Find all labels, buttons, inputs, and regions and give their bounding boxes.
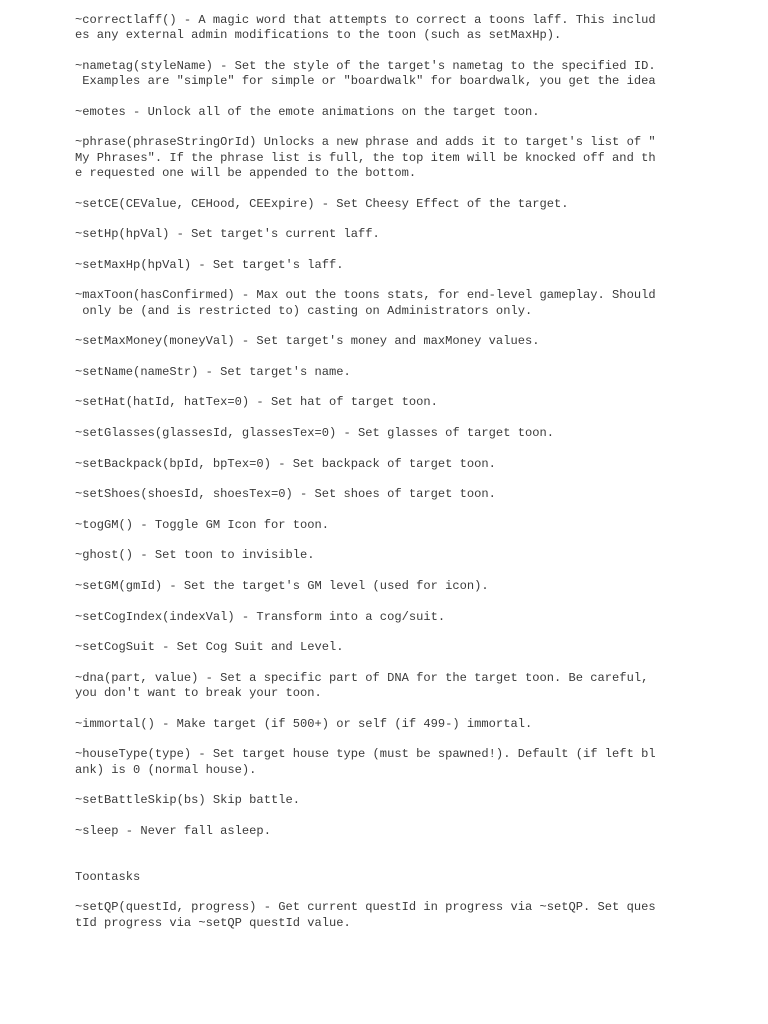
command-entry: ~setHat(hatId, hatTex=0) - Set hat of target toon. — [75, 395, 438, 410]
command-entry: ~setBackpack(bpId, bpTex=0) - Set backpack of target toon. — [75, 456, 496, 471]
command-entry: ~ghost() - Set toon to invisible. — [75, 548, 315, 563]
command-entry: ~togGM() - Toggle GM Icon for toon. — [75, 517, 330, 532]
command-entry: ~phrase(phraseStringOrId) Unlocks a new phrase and adds it to target's list of " My Phrases". If the phrase list is full, the top item will be knocked off and th e requested one will be appended to the bottom. — [75, 135, 656, 180]
command-entry: ~setShoes(shoesId, shoesTex=0) - Set shoes of target toon. — [75, 487, 496, 502]
toontasks-command-list — [75, 900, 675, 931]
command-entry: ~setGM(gmId) - Set the target's GM level (used for icon). — [75, 578, 489, 593]
command-list — [75, 13, 675, 839]
section-heading: Toontasks — [75, 869, 141, 884]
command-entry: ~setMaxMoney(moneyVal) - Set target's money and maxMoney values. — [75, 334, 540, 349]
command-entry: ~dna(part, value) - Set a specific part of DNA for the target toon. Be careful, you don't want to break your toon. — [75, 670, 649, 701]
section-spacer — [75, 854, 675, 869]
command-entry: ~sleep - Never fall asleep. — [75, 823, 271, 838]
command-entry: ~setCogIndex(indexVal) - Transform into a cog/suit. — [75, 609, 446, 624]
command-entry: ~setGlasses(glassesId, glassesTex=0) - Set glasses of target toon. — [75, 426, 554, 441]
command-entry: ~nametag(styleName) - Set the style of the target's nametag to the specified ID. Examples are "simple" for simple or "boardwalk" for boardwalk, you get the idea — [75, 58, 656, 89]
command-entry: ~emotes - Unlock all of the emote animations on the target toon. — [75, 104, 540, 119]
command-entry: ~maxToon(hasConfirmed) - Max out the toons stats, for end-level gameplay. Should only be (and is restricted to) casting on Administrators only. — [75, 288, 656, 318]
command-entry: ~immortal() - Make target (if 500+) or self (if 499-) immortal. — [75, 716, 533, 731]
command-entry: ~setHp(hpVal) - Set target's current laff. — [75, 227, 380, 242]
command-entry: ~setQP(questId, progress) - Get current questId in progress via ~setQP. Set ques tId progress via ~setQP questId value. — [75, 900, 656, 930]
command-entry: ~houseType(type) - Set target house type (must be spawned!). Default (if left bl ank) is 0 (normal house). — [75, 747, 656, 777]
command-entry: ~setName(nameStr) - Set target's name. — [75, 364, 351, 379]
document-body — [75, 13, 675, 946]
command-entry: ~setMaxHp(hpVal) - Set target's laff. — [75, 257, 344, 272]
command-entry: ~setCE(CEValue, CEHood, CEExpire) - Set Cheesy Effect of the target. — [75, 196, 569, 211]
command-entry: ~setCogSuit - Set Cog Suit and Level. — [75, 640, 344, 655]
command-entry: ~correctlaff() - A magic word that attempts to correct a toons laff. This includ es any external admin modifications to the toon (such as setMaxHp). — [75, 13, 656, 43]
command-entry: ~setBattleSkip(bs) Skip battle. — [75, 793, 300, 808]
